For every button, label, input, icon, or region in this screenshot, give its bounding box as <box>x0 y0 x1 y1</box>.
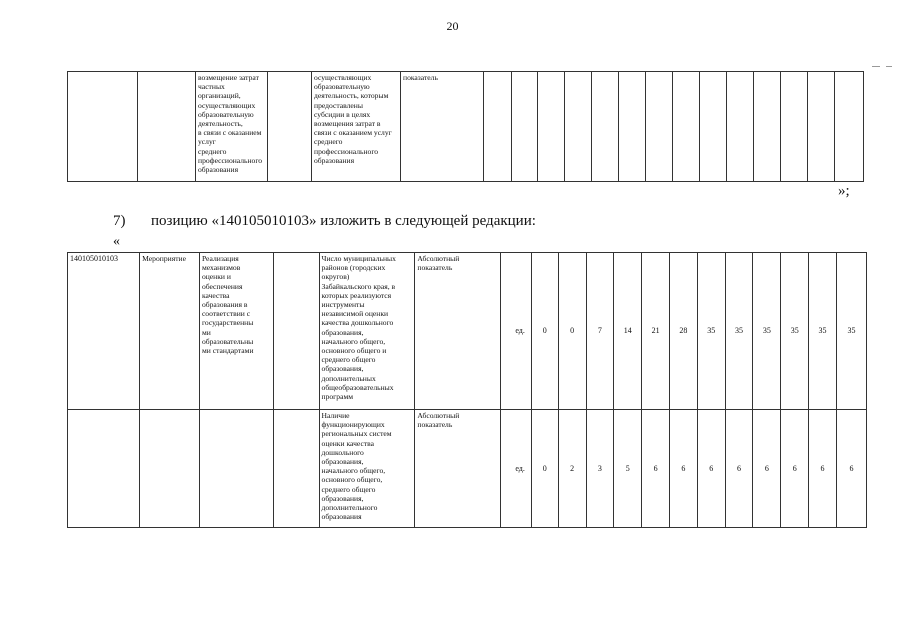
table-cell <box>754 72 781 182</box>
value-cell: 3 <box>586 410 614 528</box>
table-row <box>68 253 867 410</box>
measure-description: возмещение затрат частных организаций, осуществляющих образовательную деятельность, в связи с оказанием услуг среднего профессионального образования <box>198 73 263 175</box>
value-cell: 5 <box>614 410 642 528</box>
table-row <box>68 72 864 182</box>
table-cell <box>196 72 268 182</box>
indicator-name: Число муниципальных районов (городских округов) Забайкальского края, в которых реализуются инструменты независимой оценки качества дошкольного образования, начального общего, основного общего и среднего общего образования, дополнительных общеобразовательных программ <box>321 254 396 402</box>
value-cell: 6 <box>642 410 670 528</box>
value-cell: 6 <box>781 410 809 528</box>
value-cell: 7 <box>586 253 614 410</box>
scan-artifact <box>872 66 880 67</box>
measure-name: Реализация механизмов оценки и обеспечения качества образования в соответствии с государственны ми образовательны ми стандартами <box>201 254 254 356</box>
value-cell: 6 <box>809 410 837 528</box>
table-row <box>68 410 867 528</box>
code-cell <box>68 410 140 528</box>
page-number: 20 <box>446 19 459 33</box>
value-cell: 6 <box>697 410 725 528</box>
closing-quote: »; <box>838 183 850 199</box>
type-cell <box>140 410 200 528</box>
value-cell: 28 <box>669 253 697 410</box>
unit-cell: ед. <box>500 253 531 410</box>
type-cell: Мероприятие <box>140 253 200 410</box>
section-instruction: позицию «140105010103» изложить в следующей редакции: <box>151 213 536 229</box>
value-cell: 0 <box>558 253 586 410</box>
table-cell <box>781 72 808 182</box>
value-cell: 35 <box>809 253 837 410</box>
table-cell <box>274 410 319 528</box>
table-cell <box>646 72 673 182</box>
indicator-type: Абсолютный показатель <box>417 411 460 430</box>
table-cell <box>565 72 592 182</box>
table-cell <box>700 72 727 182</box>
table-cell <box>619 72 646 182</box>
table-cell <box>808 72 835 182</box>
value-cell: 35 <box>836 253 866 410</box>
table-cell <box>727 72 754 182</box>
value-cell: 6 <box>753 410 781 528</box>
table-cell <box>401 72 484 182</box>
position-table <box>67 252 867 528</box>
table-cell <box>512 72 538 182</box>
value-cell: 0 <box>531 253 558 410</box>
table-cell <box>835 72 864 182</box>
value-cell: 6 <box>669 410 697 528</box>
scan-artifact <box>886 66 892 67</box>
indicator-description: осуществляющих образовательную деятельность, которым предоставлены субсидии в целях возмещения затрат в связи с оказанием услуг среднего профессионального образования <box>314 73 392 165</box>
value-cell: 6 <box>836 410 866 528</box>
table-cell <box>538 72 565 182</box>
table-cell <box>592 72 619 182</box>
table-cell <box>268 72 312 182</box>
table-cell <box>68 72 138 182</box>
table-cell <box>274 253 319 410</box>
value-cell: 0 <box>531 410 558 528</box>
value-cell: 2 <box>558 410 586 528</box>
indicator-name: Наличие функционирующих региональных систем оценки качества дошкольного образования, начального общего, основного общего, среднего общего образования, дополнительного образования <box>321 411 392 522</box>
table-cell <box>484 72 512 182</box>
indicator-cell <box>319 410 415 528</box>
table-cell <box>138 72 196 182</box>
indicator-type: Абсолютный показатель <box>417 254 460 273</box>
value-cell: 21 <box>642 253 670 410</box>
value-cell: 35 <box>753 253 781 410</box>
value-cell: 35 <box>725 253 753 410</box>
code-cell: 140105010103 <box>68 253 140 410</box>
table-cell <box>673 72 700 182</box>
unit-cell: ед. <box>500 410 531 528</box>
indicator-type-cell <box>415 253 501 410</box>
name-cell <box>199 253 273 410</box>
continuation-table <box>67 71 864 182</box>
indicator-type: показатель <box>403 73 438 82</box>
value-cell: 35 <box>781 253 809 410</box>
section-number: 7) <box>113 213 126 229</box>
indicator-type-cell <box>415 410 501 528</box>
value-cell: 14 <box>614 253 642 410</box>
value-cell: 6 <box>725 410 753 528</box>
opening-quote: « <box>113 234 120 249</box>
value-cell: 35 <box>697 253 725 410</box>
name-cell <box>199 410 273 528</box>
table-cell <box>312 72 401 182</box>
indicator-cell <box>319 253 415 410</box>
